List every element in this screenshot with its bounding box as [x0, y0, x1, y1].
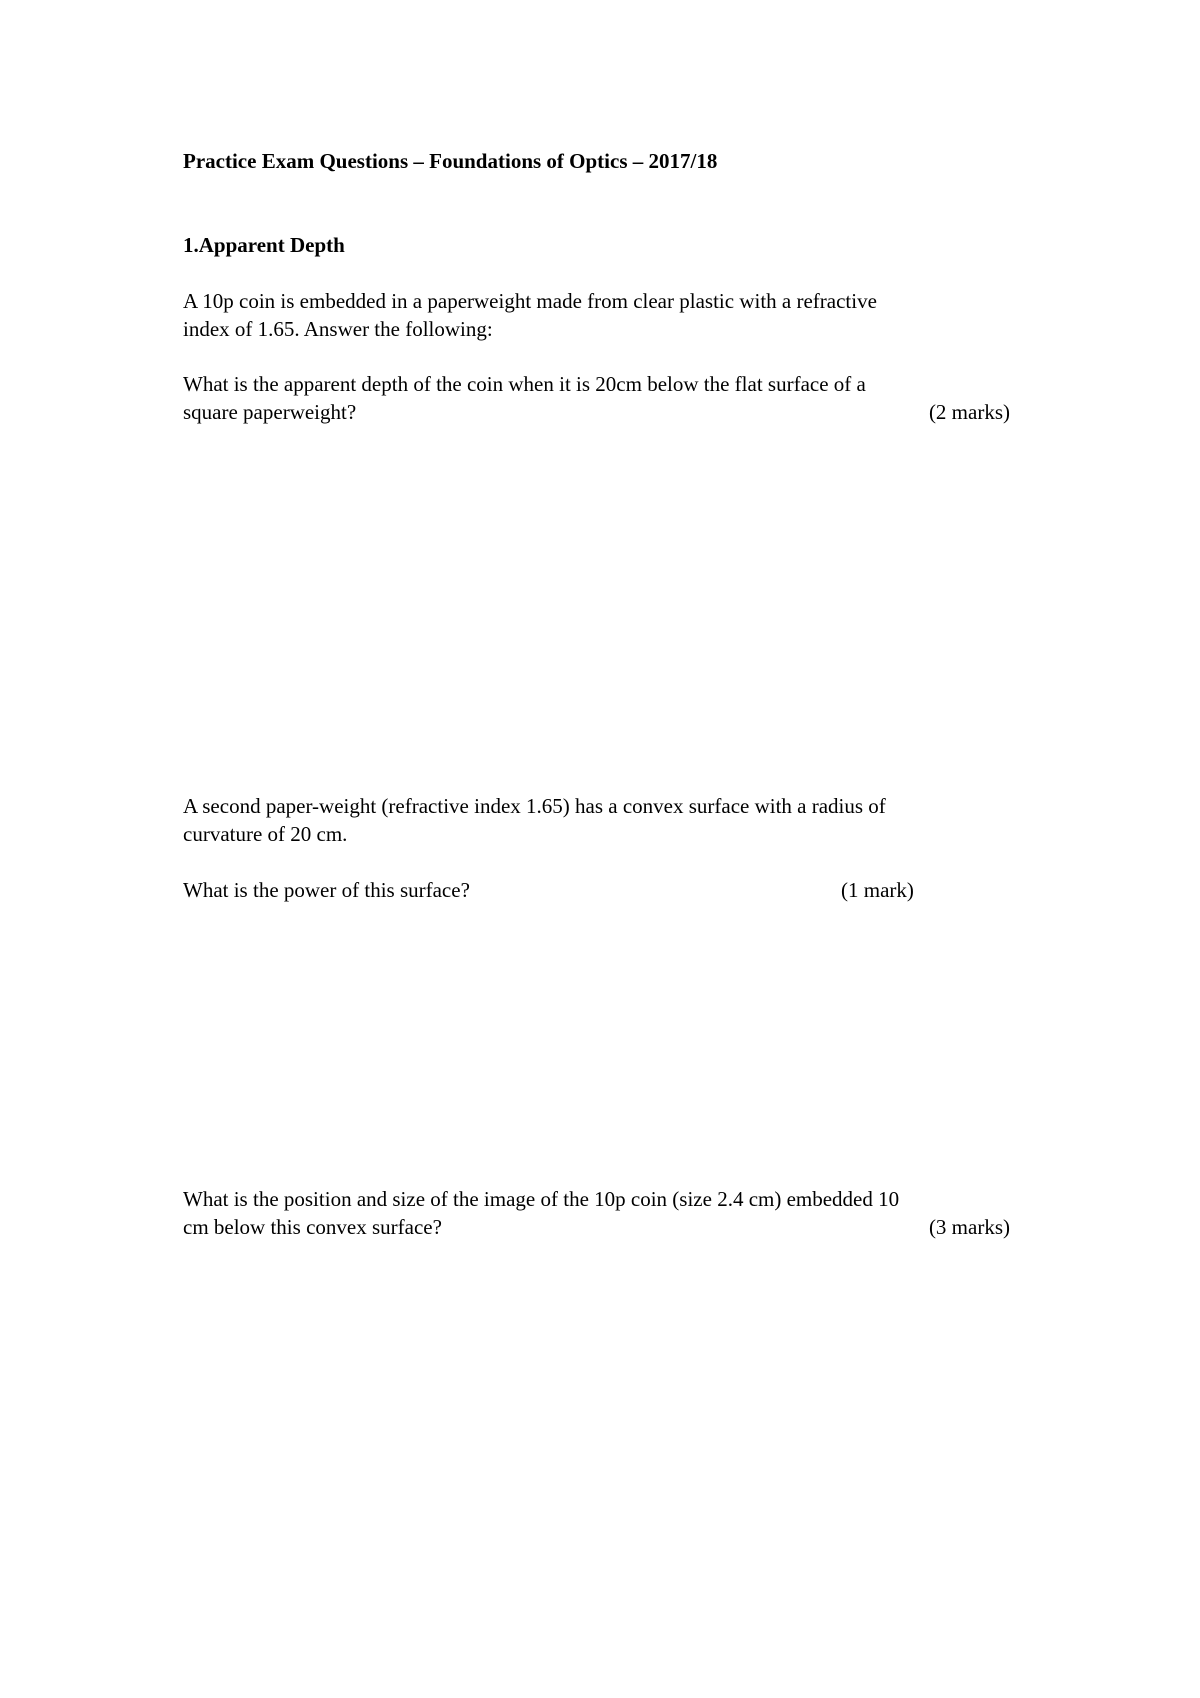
question-1-line-2: square paperweight?: [183, 400, 357, 424]
question-1-marks: (2 marks): [928, 400, 1010, 424]
intro-line-1: A 10p coin is embedded in a paperweight made from clear plastic with a refractive: [183, 289, 877, 313]
question-1-line-1: What is the apparent depth of the coin when it is 20cm below the flat surface of a: [183, 372, 866, 396]
question-3-line-2: cm below this convex surface?: [183, 1215, 442, 1239]
question-2-context-line-2: curvature of 20 cm.: [183, 822, 348, 846]
question-2-line-1: What is the power of this surface?: [183, 878, 470, 902]
question-2-context-line-1: A second paper-weight (refractive index 1.65) has a convex surface with a radius of: [183, 794, 886, 818]
document-title: Practice Exam Questions – Foundations of Optics – 2017/18: [183, 149, 718, 173]
section-heading: 1.Apparent Depth: [183, 233, 345, 257]
intro-line-2: index of 1.65. Answer the following:: [183, 317, 493, 341]
question-3-marks: (3 marks): [928, 1215, 1010, 1239]
question-3-line-1: What is the position and size of the image of the 10p coin (size 2.4 cm) embedded 10: [183, 1187, 900, 1211]
question-2-marks: (1 mark): [841, 878, 914, 902]
